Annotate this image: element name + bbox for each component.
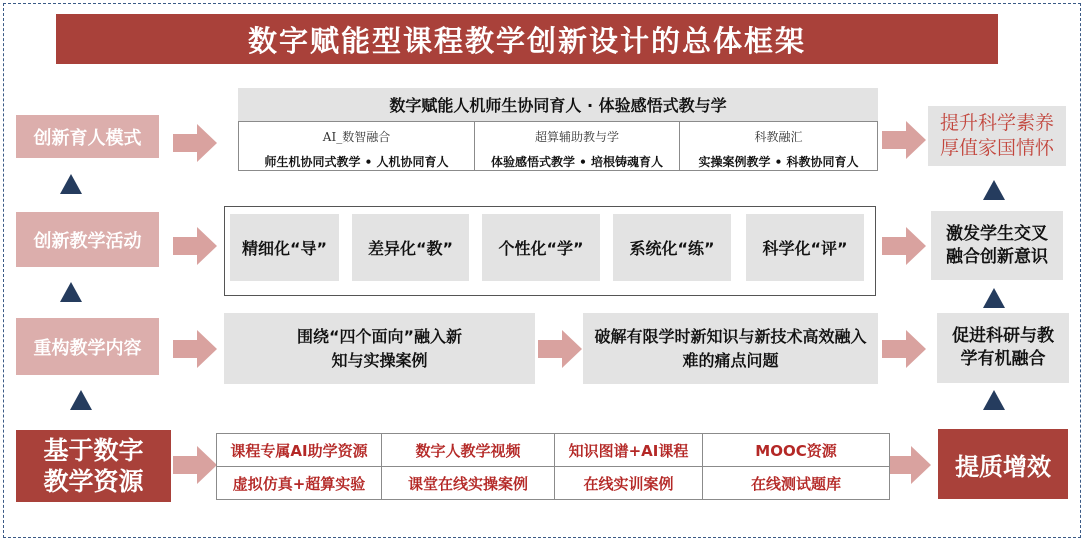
right-arrow-icon bbox=[173, 124, 217, 162]
label-innovative-mode: 创新育人模式 bbox=[16, 115, 159, 158]
label-rebuild-content: 重构教学内容 bbox=[16, 318, 159, 375]
up-arrow-icon bbox=[983, 390, 1005, 410]
mode-subs-panel bbox=[238, 121, 878, 171]
mode-sub-detail: 师生机协同式教学 • 人机协同育人 bbox=[264, 155, 449, 169]
up-arrow-icon bbox=[60, 174, 82, 194]
activity-teach: 差异化“教” bbox=[352, 214, 469, 281]
activity-guide: 精细化“导” bbox=[230, 214, 339, 281]
activity-learn: 个性化“学” bbox=[482, 214, 600, 281]
resource-cell: 课程专属AI助学资源 bbox=[217, 434, 382, 467]
label-digital-resource: 基于数字教学资源 bbox=[16, 430, 171, 502]
mode-sub-detail: 实操案例教学 • 科教协同育人 bbox=[698, 155, 859, 169]
right-arrow-icon bbox=[173, 330, 217, 368]
goal-integration: 促进科研与教学有机融合 bbox=[937, 313, 1069, 383]
resource-cell: 虚拟仿真+超算实验 bbox=[217, 467, 382, 499]
resource-cell: 在线测试题库 bbox=[750, 474, 841, 493]
up-arrow-icon bbox=[983, 288, 1005, 308]
up-arrow-icon bbox=[60, 282, 82, 302]
up-arrow-icon bbox=[983, 180, 1005, 200]
resource-cell: 课堂在线实操案例 bbox=[382, 467, 555, 499]
right-arrow-icon bbox=[882, 330, 926, 368]
right-arrow-icon bbox=[882, 121, 926, 159]
mode-header: 数字赋能人机师生协同育人 · 体验感悟式教与学 bbox=[238, 88, 878, 121]
activity-evaluate: 科学化“评” bbox=[746, 214, 864, 281]
page-title: 数字赋能型课程教学创新设计的总体框架 bbox=[56, 14, 998, 64]
mode-sub-ai bbox=[239, 122, 475, 170]
goal-innovation: 激发学生交叉融合创新意识 bbox=[931, 211, 1063, 280]
content-left: 围绕“四个面向”融入新知与实操案例 bbox=[224, 313, 535, 384]
resource-cell: 在线实训案例 bbox=[555, 467, 703, 499]
resource-cell: 知识图谱+AI课程 bbox=[555, 434, 703, 467]
right-arrow-icon bbox=[887, 446, 931, 484]
goal-efficiency: 提质增效 bbox=[938, 429, 1068, 499]
right-arrow-icon bbox=[538, 330, 582, 368]
mode-sub-title: 超算辅助教与学 bbox=[534, 130, 619, 144]
mode-sub-title: AI_数智融合 bbox=[322, 130, 391, 144]
goal-literacy: 提升科学素养厚值家国情怀 bbox=[928, 106, 1066, 166]
right-arrow-icon bbox=[882, 227, 926, 265]
up-arrow-icon bbox=[70, 390, 92, 410]
mode-sub-title: 科教融汇 bbox=[754, 130, 803, 144]
resource-cell: 数字人教学视频 bbox=[382, 434, 555, 467]
content-right: 破解有限学时新知识与新技术高效融入难的痛点问题 bbox=[583, 313, 878, 384]
mode-sub-science bbox=[680, 122, 877, 170]
mode-sub-supercomputing bbox=[475, 122, 680, 170]
resource-cell: MOOC资源 bbox=[703, 434, 889, 467]
mode-sub-detail: 体验感悟式教学 • 培根铸魂育人 bbox=[490, 155, 664, 169]
right-arrow-icon bbox=[173, 227, 217, 265]
label-innovative-activity: 创新教学活动 bbox=[16, 212, 159, 267]
resource-table bbox=[216, 433, 890, 500]
right-arrow-icon bbox=[173, 446, 217, 484]
activity-practice: 系统化“练” bbox=[613, 214, 731, 281]
